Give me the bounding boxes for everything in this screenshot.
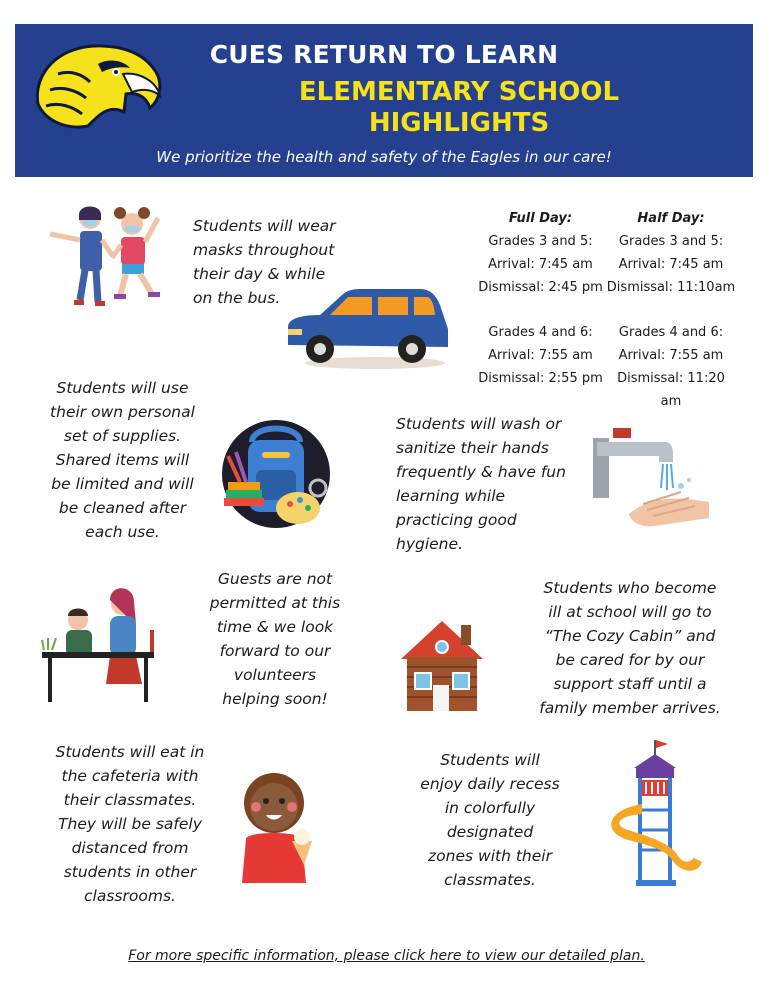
text-line: set of supplies.: [63, 427, 182, 445]
text-line: enjoy daily recess: [420, 775, 560, 793]
handwashing-faucet-icon: [585, 418, 715, 533]
text-line: time & we look: [216, 618, 334, 636]
text-line: designated: [446, 823, 534, 841]
boy-eating-icon: [232, 755, 322, 885]
schedule-line: Dismissal: 11:10am: [606, 280, 736, 295]
text-line: volunteers: [233, 666, 317, 684]
kids-with-masks-icon: [40, 200, 170, 320]
full-day-schedule: [473, 207, 608, 390]
text-line: Shared items will: [55, 451, 190, 469]
cozy-cabin-icon: [395, 615, 490, 715]
text-line: They will be safely: [58, 815, 202, 833]
text-line: be limited and will: [51, 475, 194, 493]
car-icon: [280, 285, 455, 375]
supplies-text: [35, 376, 210, 544]
schedule-line: Arrival: 7:45 am: [488, 257, 593, 272]
half-day-schedule: [605, 207, 737, 413]
text-line: practicing good: [396, 511, 517, 529]
subtitle-line-1: ELEMENTARY SCHOOL: [298, 77, 620, 107]
text-line: be cleaned after: [58, 499, 187, 517]
text-line: classrooms.: [84, 887, 176, 905]
text-line: their day & while: [193, 265, 326, 283]
text-line: distanced from: [71, 839, 189, 857]
recess-text: [405, 748, 575, 892]
text-line: classmates.: [444, 871, 536, 889]
text-line: Students will wash or: [396, 415, 562, 433]
full-day-heading: Full Day:: [508, 211, 573, 226]
text-line: frequently & have fun: [396, 463, 566, 481]
teacher-helping-student-icon: [38, 580, 158, 706]
text-line: students in other: [63, 863, 197, 881]
subtitle-line-2: HIGHLIGHTS: [368, 108, 550, 138]
schedule-line: Grades 4 and 6:: [618, 325, 724, 340]
guests-text: [185, 567, 365, 711]
text-line: family member arrives.: [539, 699, 721, 717]
detailed-plan-link[interactable]: For more specific information, please click here to view our detailed plan.: [128, 948, 645, 964]
schedule-line: Arrival: 7:55 am: [618, 348, 724, 363]
text-line: be cared for by our: [555, 651, 705, 669]
schedule-line: Dismissal: 2:55 pm: [478, 371, 603, 386]
schedule-line: Dismissal: 11:20 am: [617, 371, 725, 409]
text-line: their own personal: [50, 403, 195, 421]
eagle-logo-icon: [28, 34, 168, 134]
playground-slide-icon: [598, 740, 708, 890]
text-line: hygiene.: [396, 535, 463, 553]
half-day-heading: Half Day:: [637, 211, 705, 226]
text-line: helping soon!: [222, 690, 328, 708]
text-line: their classmates.: [63, 791, 197, 809]
spacer: [605, 299, 737, 321]
handwash-text: [396, 412, 586, 556]
text-line: zones with their: [428, 847, 552, 865]
text-line: Guests are not: [217, 570, 333, 588]
schedule-line: Dismissal: 2:45 pm: [478, 280, 603, 295]
text-line: permitted at this: [209, 594, 341, 612]
text-line: forward to our: [219, 642, 331, 660]
text-line: Students will wear: [193, 217, 336, 235]
schedule-line: Arrival: 7:45 am: [618, 257, 724, 272]
spacer: [473, 299, 608, 321]
backpack-supplies-icon: [214, 412, 332, 530]
schedule-line: Grades 3 and 5:: [488, 234, 593, 249]
schedule-line: Grades 3 and 5:: [618, 234, 724, 249]
text-line: each use.: [85, 523, 160, 541]
text-line: Students will: [440, 751, 540, 769]
text-line: masks throughout: [193, 241, 335, 259]
text-line: on the bus.: [193, 289, 281, 307]
text-line: Students will eat in: [55, 743, 205, 761]
cabin-text: [525, 576, 735, 720]
text-line: support staff until a: [553, 675, 707, 693]
schedule-line: Grades 4 and 6:: [488, 325, 593, 340]
tagline: We prioritize the health and safety of the Eagles in our care!: [156, 148, 612, 166]
text-line: Students will use: [56, 379, 189, 397]
text-line: Students who become: [543, 579, 717, 597]
text-line: in colorfully: [444, 799, 536, 817]
page-title: CUES RETURN TO LEARN: [209, 40, 559, 69]
page-subtitle: [165, 77, 753, 139]
schedule-line: Arrival: 7:55 am: [488, 348, 593, 363]
text-line: ill at school will go to: [548, 603, 712, 621]
text-line: learning while: [396, 487, 506, 505]
text-line: “The Cozy Cabin” and: [544, 627, 716, 645]
text-line: the cafeteria with: [61, 767, 199, 785]
cafeteria-text: [40, 740, 220, 908]
text-line: sanitize their hands: [396, 439, 549, 457]
